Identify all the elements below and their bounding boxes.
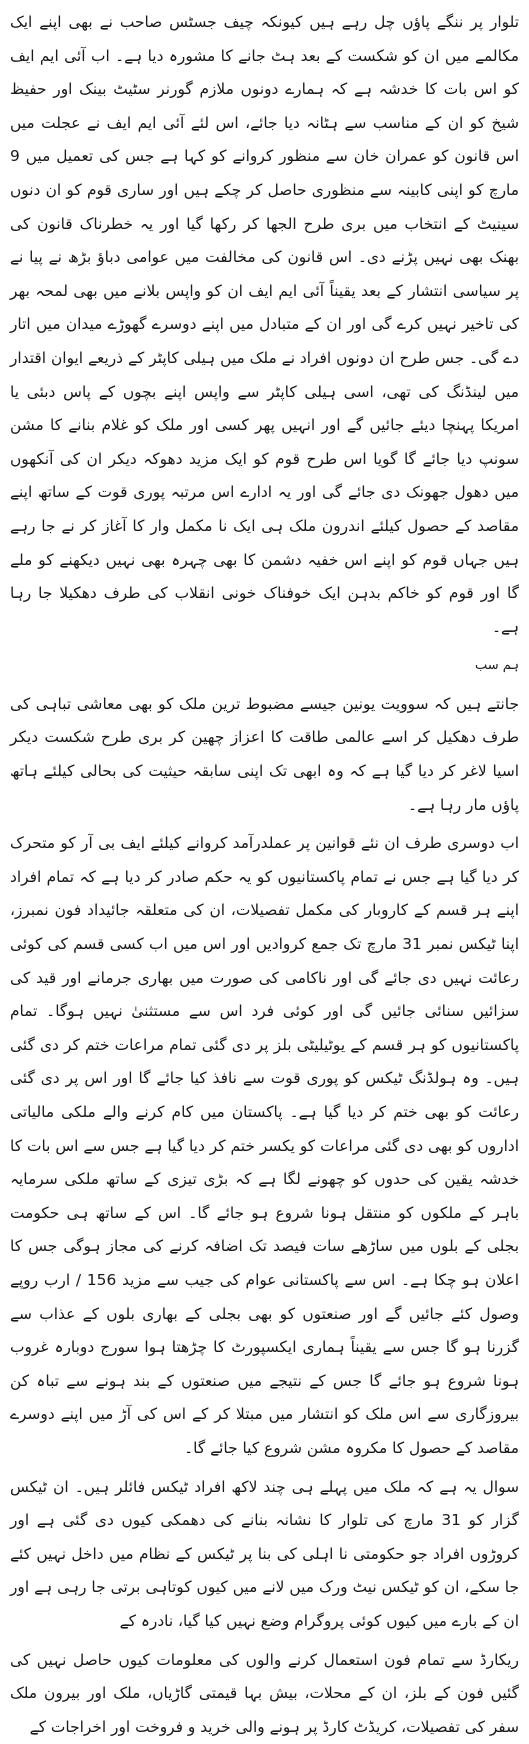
article-paragraph-1: تلوار پر ننگے پاؤں چل رہے ہیں کیونکہ چیف جسٹس صاحب نے بھی اپنے ایک مکالمے میں ان کو شکست کے بعد ہٹ جانے کا مشورہ دیا ہے۔ اب آئی ایم ایف کو اس بات کا خدشہ ہے کہ ہمارے دونوں ملازم گورنر سٹیٹ بینک اور حفیظ شیخ کو ان کے مناسب سے ہٹانہ دیا جائے، اس لئے آئی ایم ایف نے عجلت میں اس قانون کو عمران خان سے منظور کروانے کو کہا ہے جس کی تعمیل میں 9 مارچ کو اپنی کابینہ سے منظوری حاصل کر چکے ہیں اور ساری قوم کو ان دنوں سینیٹ کے انتخاب میں بری طرح الجھا کر رکھا گیا اور یہ خطرناک قانون کی بھنک بھی نہیں پڑنے دی۔ اس قانون کی مخالفت میں عوامی دباؤ بڑھ نے پیا نے پر سیاسی انتشار کے بعد یقیناً آئی ایم ایف ان کو واپس بلانے میں بھی لمحہ بھر کی تاخیر نہیں کرے گی اور ان کے متبادل میں اپنے دوسرے گھوڑے میدان میں اتار دے گی۔ جس طرح ان دونوں افراد نے ملک میں ہیلی کاپٹر کے ذریعے ایوان اقتدار میں لینڈنگ کی تھی، اسی ہیلی کاپٹر سے واپس اپنے بچوں کے پاس دبئی یا امریکا پہنچا دیئے جائیں گے اور انہیں پھر کسی اور ملک کو غلام بنانے کا مشن سونپ دیا جائے گا گویا اس طرح قوم کو ایک مزید دھوکہ دیکر ان کی آنکھوں میں دھول جھونک دی جائے گی اور یہ ادارے اس مرتبہ پوری قوت کے ساتھ اپنے مقاصد کے حصول کیلئے اندرون ملک ہی ایک نا مکمل وار کا آغاز کر نے جا رہے ہیں جہاں قوم کو اپنے اس خفیہ دشمن کا بھی چہرہ بھی نہیں دیکھنے کو ملے گا اور قوم کو خاکم بدہن ایک خوفناک خونی انقلاب کی طرف دھکیلا جا رہا ہے۔ <box>10 6 519 644</box>
article-paragraph-4: سوال یہ ہے کہ ملک میں پہلے ہی چند لاکھ افراد ٹیکس فائلر ہیں۔ ان ٹیکس گزار کو 31 مارچ کی تلوار کا نشانہ بنانے کی دھمکی کیوں دی گئی ہے اور کروڑوں افراد جو حکومتی نا اہلی کی بنا پر ٹیکس کے نظام میں داخل نہیں کئے جا سکے، ان کو ٹیکس نیٹ ورک میں لانے میں کیوں کوتاہی برتی جا رہی ہے اور ان کے بارے میں کیوں کوئی پروگرام وضع نہیں کیا گیا، نادرہ کے <box>10 1471 519 1639</box>
article-paragraph-3: اب دوسری طرف ان نئے قوانین پر عملدرآمد کروانے کیلئے ایف بی آر کو متحرک کر دیا گیا ہے جس نے تمام پاکستانیوں کو یہ حکم صادر کر دیا ہے کہ تمام افراد اپنے ہر قسم کے کاروبار کی مکمل تفصیلات، ان کی متعلقہ جائیداد فون نمبرز، اپنا ٹیکس نمبر 31 مارچ تک جمع کروادیں اور اس میں اب کسی قسم کی کوئی رعائت نہیں دی جائے گی اور ناکامی کی صورت میں بھاری جرمانے اور قید کی سزائیں سنائی جائیں گی اور کوئی فرد اس سے مستثنیٰ نہیں ہوگا۔ تمام پاکستانیوں کو ہر قسم کے یوٹیلیٹی بلز پر دی گئی تمام مراعات ختم کر دی گئی ہیں۔ وہ ہولڈنگ ٹیکس کو پوری قوت سے نافذ کیا جائے گا اور اس پر دی گئی رعائت کو بھی ختم کر دیا گیا ہے۔ پاکستان میں کام کرنے والے ملکی مالیاتی اداروں کو بھی دی گئی مراعات کو یکسر ختم کر دیا گیا ہے جس سے اس بات کا خدشہ یقین کی حدوں کو چھونے لگا ہے کہ بڑی تیزی کے ساتھ ملکی سرمایہ باہر کے ملکوں کو منتقل ہونا شروع ہو جائے گا۔ اس کے ساتھ ہی حکومت بجلی کے بلوں میں ساڑھے سات فیصد تک اضافہ کرنے کی مجاز ہوگی جس کا اعلان ہو چکا ہے۔ اس سے پاکستانی عوام کی جیب سے مزید 156 / ارب روپے وصول کئے جائیں گے اور صنعتوں کو بھی بجلی کے بھاری بلوں کے عذاب سے گزرنا ہو گا جس سے یقیناً ہماری ایکسپورٹ کا چڑھتا ہوا سورج دوبارہ غروب ہونا شروع ہو جائے گا جس کے نتیجے میں صنعتوں کے بند ہونے سے تباہ کن بیروزگاری سے اس ملک کو انتشار میں مبتلا کر کے اس کی آڑ میں اپنے دوسرے مقاصد کے حصول کا مکروہ مشن شروع کیا جائے گا۔ <box>10 827 519 1465</box>
article-paragraph-5: ریکارڈ سے تمام فون استعمال کرنے والوں کی معلومات کیوں حاصل نہیں کی گئیں فون کے بلز، ان کے محلات، بیش بہا قیمتی گاڑیاں، ملک اور بیرون ملک سفر کی تفصیلات، کریڈٹ کارڈ پر ہونے والی خرید و فروخت اور اخراجات کے <box>10 1644 519 1744</box>
article-sign-off: ہم سب <box>10 649 519 683</box>
article-paragraph-2: جانتے ہیں کہ سوویت یونین جیسے مضبوط ترین ملک کو بھی معاشی تباہی کی طرف دھکیل کر اسے عالمی طاقت کا اعزاز چھین کر بری طرح شکست دیکر اسیا لاغر کر دیا گیا ہے کہ وہ ابھی تک اپنی سابقہ حیثیت کی بحالی کیلئے ہاتھ پاؤں مار رہا ہے۔ <box>10 688 519 822</box>
